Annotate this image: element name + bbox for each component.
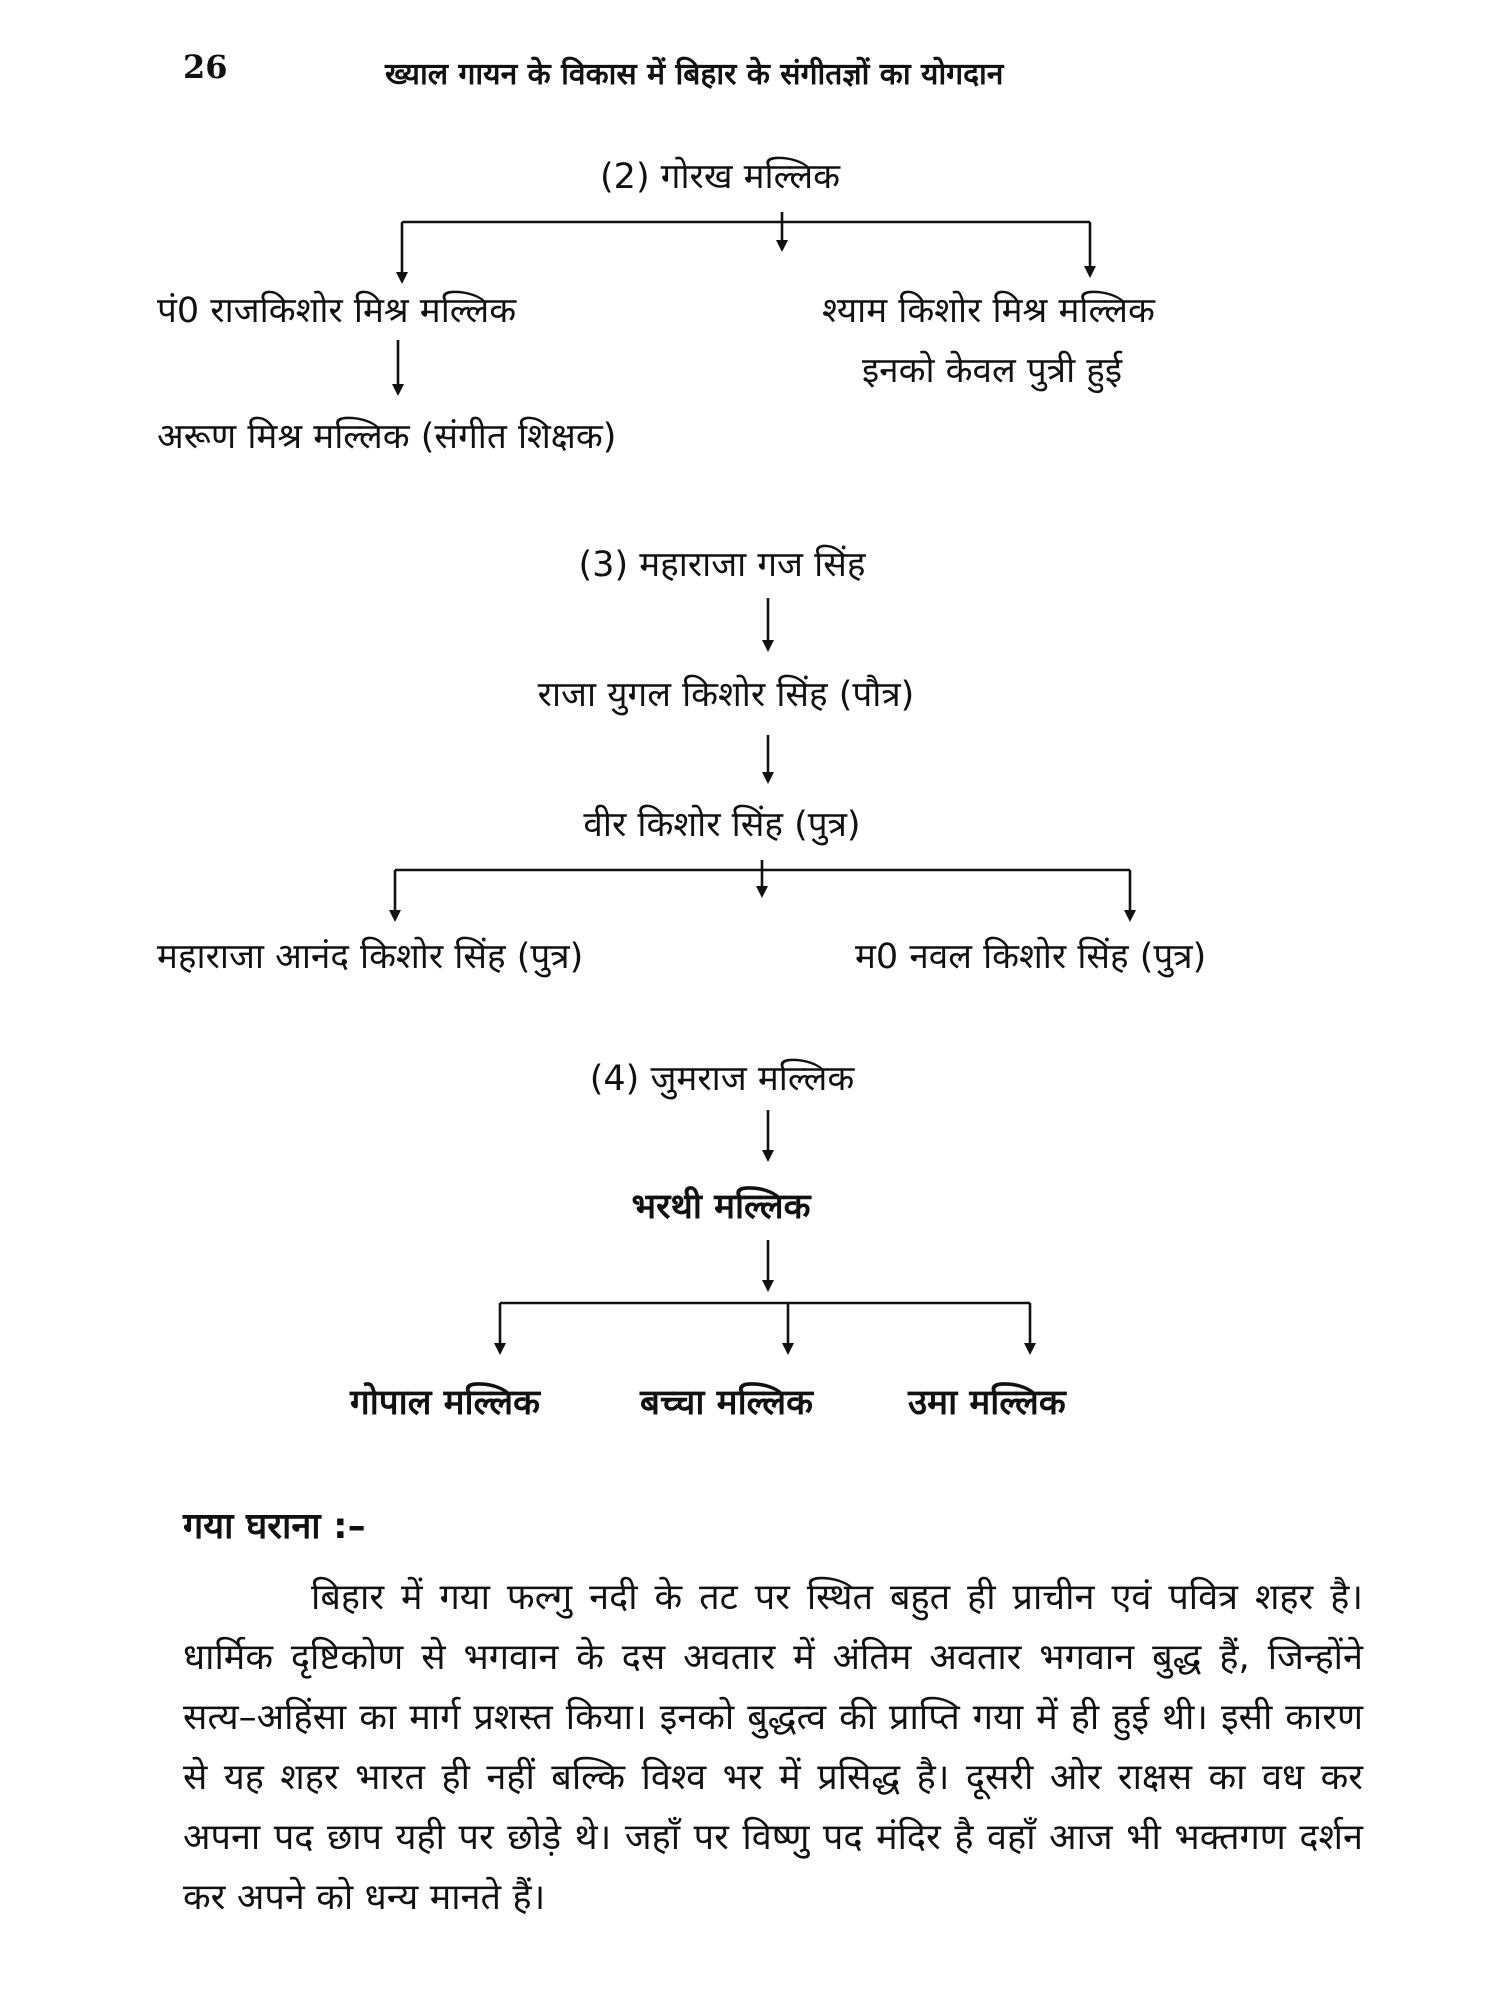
tree3-left-arrowhead — [389, 910, 401, 922]
tree3-root: (3) महाराजा गज सिंह — [578, 545, 866, 585]
tree3-right-arrowhead — [1124, 910, 1136, 922]
tree3-center-arrowhead — [756, 886, 768, 898]
tree4-root: (4) जुमराज मल्लिक — [589, 1059, 855, 1099]
tree2-root: (2) गोरख मल्लिक — [600, 157, 840, 197]
tree4-middle-arrowhead — [782, 1343, 794, 1355]
tree3-child-arrowhead — [762, 772, 774, 784]
tree3-right-great-grandchild: म0 नवल किशोर सिंह (पुत्र) — [855, 937, 1207, 977]
tree4-child: भरथी मल्लिक — [631, 1187, 811, 1227]
tree2-right-child: श्याम किशोर मिश्र मल्लिक — [822, 291, 1155, 331]
page-number: 26 — [183, 48, 228, 86]
tree2-right-arrowhead — [1084, 266, 1096, 278]
tree2-right-note: इनको केवल पुत्री हुई — [862, 351, 1123, 391]
tree3-root-arrowhead — [762, 640, 774, 652]
body-paragraph: बिहार में गया फल्गु नदी के तट पर स्थित बहुत ही प्राचीन एवं पवित्र शहर है। धार्मिक दृष्टिकोण से भगवान के दस अवतार में अंतिम अवतार भगवान बुद्ध हैं, जिन्होंने सत्य–अहिंसा का मार्ग प्रशस्त किया। इनको बुद्धत्व की प्राप्ति गया में ही हुई थी। इसी कारण से यह शहर भारत ही नहीं बल्कि विश्व भर में प्रसिद्ध है। दूसरी ओर राक्षस का वध कर अपना पद छाप यही पर छोड़े थे। जहाँ पर विष्णु पद मंदिर है वहाँ आज भी भक्तगण दर्शन कर अपने को धन्य मानते हैं। — [183, 1577, 1363, 1918]
tree2-left-child-arrowhead — [392, 384, 404, 396]
tree2-left-grandchild: अरूण मिश्र मल्लिक (संगीत शिक्षक) — [157, 417, 617, 457]
section-heading: गया घराना :– — [183, 1506, 366, 1547]
tree4-left-arrowhead — [494, 1343, 506, 1355]
tree3-child: राजा युगल किशोर सिंह (पौत्र) — [537, 675, 915, 715]
tree4-grandchild-uma: उमा मल्लिक — [908, 1383, 1066, 1423]
running-header: ख्याल गायन के विकास में बिहार के संगीतज्ञों का योगदान — [385, 57, 1004, 92]
tree2-left-child: पं0 राजकिशोर मिश्र मल्लिक — [157, 291, 517, 331]
tree4-right-arrowhead — [1024, 1343, 1036, 1355]
tree4-child-arrowhead — [762, 1280, 774, 1292]
tree4-grandchild-gopal: गोपाल मल्लिक — [350, 1383, 541, 1423]
tree2-root-arrowhead — [776, 240, 788, 252]
tree2-left-arrowhead — [396, 272, 408, 284]
tree4-root-arrowhead — [762, 1150, 774, 1162]
tree4-grandchild-bachcha: बच्चा मल्लिक — [640, 1383, 814, 1423]
tree3-grandchild: वीर किशोर सिंह (पुत्र) — [583, 805, 861, 845]
tree3-left-great-grandchild: महाराजा आनंद किशोर सिंह (पुत्र) — [157, 937, 584, 977]
